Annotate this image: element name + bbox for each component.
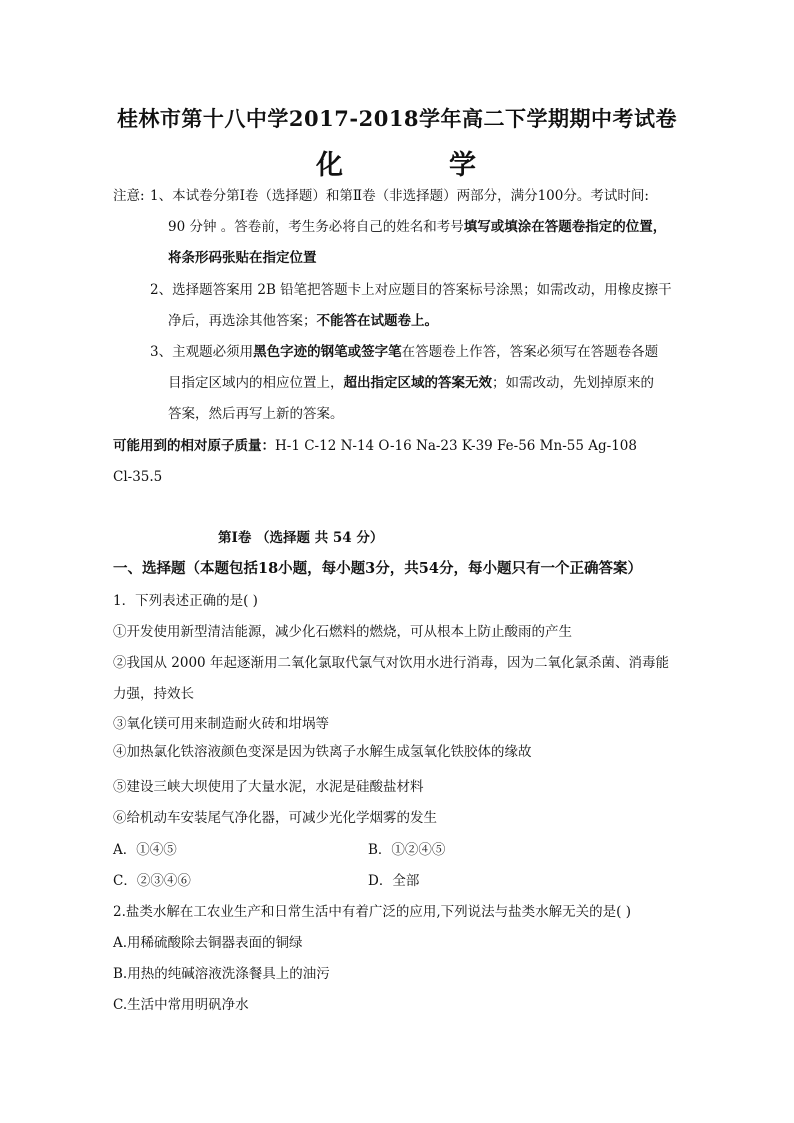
- exam-title: 桂林市第十八中学2017-2018学年高二下学期期中考试卷: [116, 106, 678, 131]
- subject-title: [316, 143, 476, 182]
- atomic-mass-line: [113, 436, 637, 456]
- notice-2-text: 净后，再选涂其他答案；: [168, 313, 317, 329]
- q1-option-c: C．②③④⑥: [113, 873, 191, 889]
- notice-1-text: 90 分钟 。答卷前，考生务必将自己的姓名和考号: [168, 219, 464, 235]
- section-1-heading: 第Ⅰ卷 （选择题 共 54 分）: [218, 530, 384, 546]
- q1-statement-3: ③氧化镁可用来制造耐火砖和坩埚等: [113, 716, 329, 732]
- notice-label: 注意:: [113, 188, 145, 204]
- q1-option-d: D．全部: [368, 873, 420, 889]
- notice-3-emphasis-a: 黑色字迹的钢笔或签字笔: [253, 344, 402, 360]
- atomic-mass-label: 可能用到的相对原子质量：: [113, 438, 275, 454]
- notice-3-text-a: 3、主观题必须用: [150, 344, 254, 360]
- subject-char-1: 化: [316, 150, 343, 181]
- notice-3-line-1: [150, 342, 658, 362]
- q1-option-b: B．①②④⑤: [368, 842, 446, 858]
- notice-3-text-b: 在答题卷上作答，答案必须写在答题卷各题: [401, 344, 659, 360]
- notice-1-line-1: 1、本试卷分第Ⅰ卷（选择题）和第Ⅱ卷（非选择题）两部分，满分100分。考试时间:: [150, 188, 649, 204]
- q1-statement-2-cont: 力强，持效长: [113, 686, 194, 702]
- part-1-heading: 一、选择题（本题包括18小题，每小题3分，共54分，每小题只有一个正确答案）: [113, 560, 642, 577]
- q2-option-b: B.用热的纯碱溶液洗涤餐具上的油污: [113, 966, 330, 982]
- atomic-mass-values: H-1 C-12 N-14 O-16 Na-23 K-39 Fe-56 Mn-55 Ag-108: [275, 438, 637, 454]
- q1-statement-1: ①开发使用新型清洁能源，减少化石燃料的燃烧，可从根本上防止酸雨的产生: [113, 624, 572, 640]
- notice-3-line-3: 答案，然后再写上新的答案。: [168, 406, 344, 422]
- q2-option-a: A.用稀硫酸除去铜器表面的铜绿: [113, 935, 303, 951]
- q2-option-c: C.生活中常用明矾净水: [113, 997, 249, 1013]
- notice-3-text-c: 目指定区域内的相应位置上，: [168, 375, 344, 391]
- atomic-mass-line-2: Cl-35.5: [113, 469, 163, 485]
- notice-2-line-1: 2、选择题答案用 2B 铅笔把答题卡上对应题目的答案标号涂黑；如需改动，用橡皮擦干: [150, 282, 672, 298]
- q1-statement-2: ②我国从 2000 年起逐渐用二氧化氯取代氯气对饮用水进行消毒，因为二氧化氯杀菌、消毒能: [113, 655, 669, 671]
- question-2-stem: 2.盐类水解在工农业生产和日常生活中有着广泛的应用,下列说法与盐类水解无关的是( ): [113, 904, 631, 920]
- notice-1-emphasis: 填写或填涂在答题卷指定的位置，: [463, 219, 667, 235]
- q1-option-a: A．①④⑤: [113, 842, 177, 858]
- q1-statement-5: ⑤建设三峡大坝使用了大量水泥，水泥是硅酸盐材料: [113, 779, 424, 795]
- notice-1-line-2: [168, 217, 666, 237]
- notice-3-line-2: [168, 373, 654, 393]
- subject-char-2: 学: [449, 150, 476, 181]
- notice-3-emphasis-b: 超出指定区域的答案无效: [343, 375, 492, 391]
- notice-2-emphasis: 不能答在试题卷上。: [316, 313, 438, 329]
- notice-3-text-d: ；如需改动，先划掉原来的: [492, 375, 654, 391]
- notice-2-line-2: [168, 311, 438, 331]
- q1-statement-4: ④加热氯化铁溶液颜色变深是因为铁离子水解生成氢氧化铁胶体的缘故: [113, 744, 532, 760]
- q1-statement-6: ⑥给机动车安装尾气净化器，可减少光化学烟雾的发生: [113, 810, 437, 826]
- question-1-stem: 1．下列表述正确的是( ): [113, 593, 258, 609]
- notice-1-line-3: 将条形码张贴在指定位置: [168, 250, 317, 266]
